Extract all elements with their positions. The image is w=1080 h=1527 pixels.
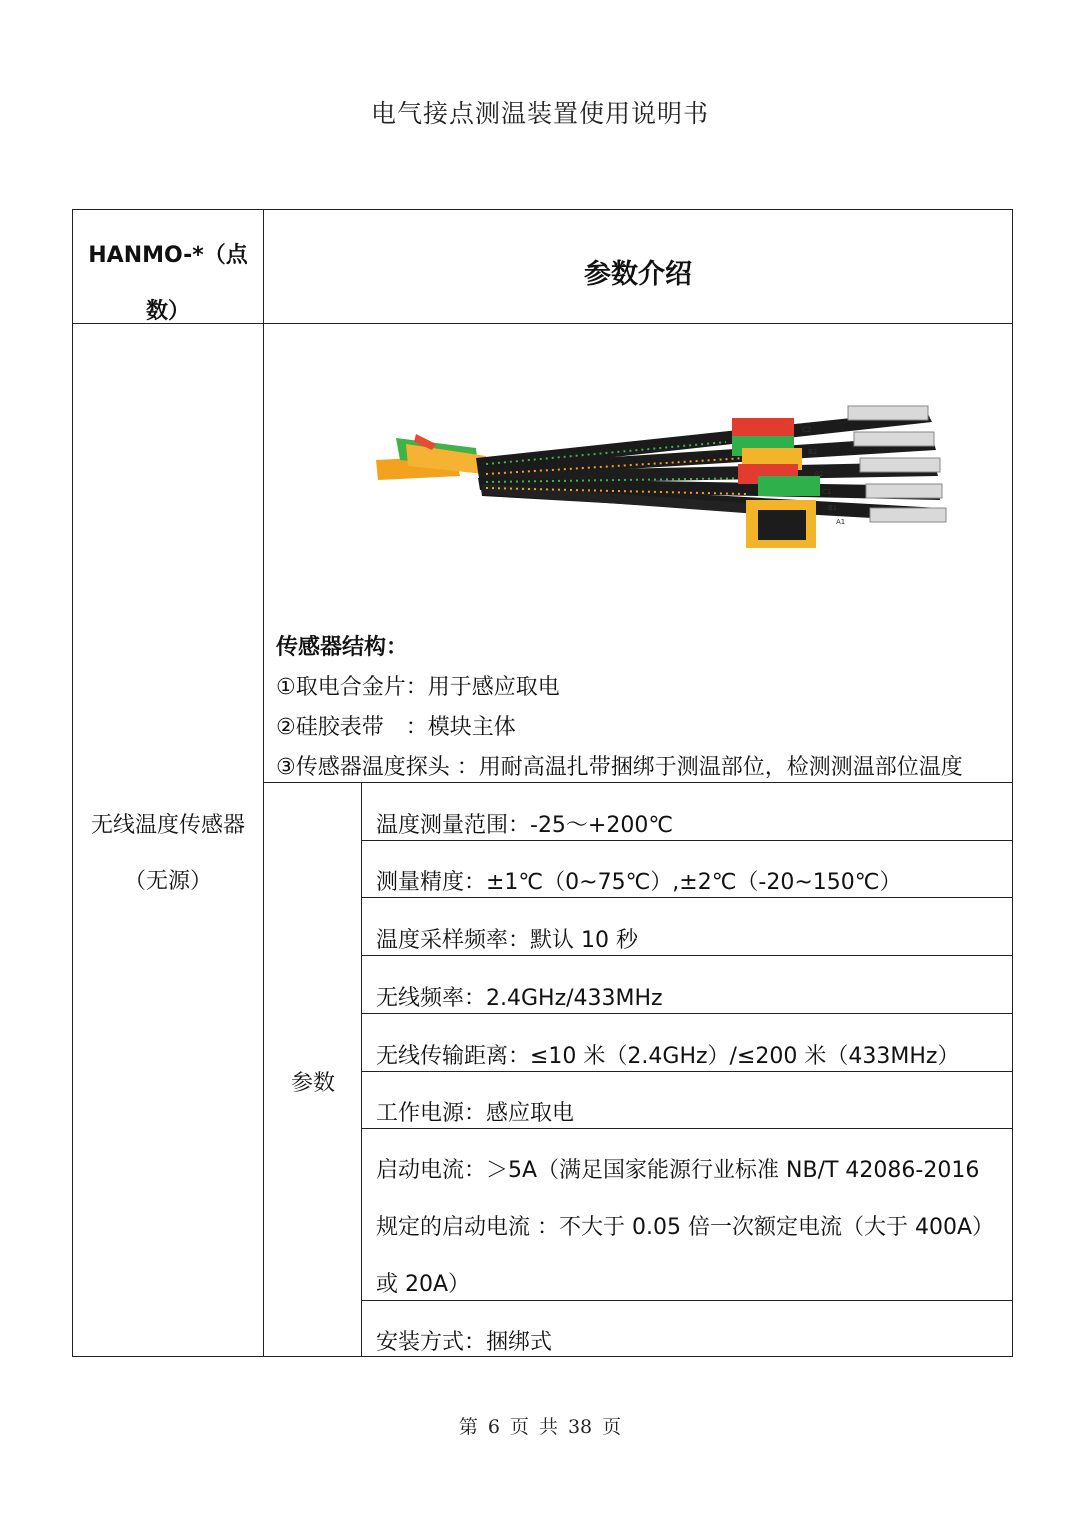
footer-text: 页	[509, 1416, 529, 1438]
footer-text: 第	[458, 1416, 478, 1438]
clip-label: A1	[836, 518, 846, 526]
table-border-top	[72, 209, 1013, 210]
param-row-divider	[361, 1013, 1013, 1014]
sensor-tails	[376, 434, 486, 480]
page-footer	[0, 1412, 1080, 1439]
param-row-divider	[361, 1300, 1013, 1301]
param-row-divider	[361, 1071, 1013, 1072]
param-wireless-distance: 无线传输距离：≤10 米（2.4GHz）/≤200 米（433MHz）	[376, 1044, 960, 1069]
param-sampling: 温度采样频率：默认 10 秒	[376, 928, 638, 953]
param-accuracy: 测量精度：±1℃（0~75℃）,±2℃（-20~150℃）	[376, 870, 902, 895]
structure-divider	[263, 782, 1013, 783]
clip-label: B1	[828, 504, 838, 512]
table-border-bottom	[72, 1356, 1013, 1357]
param-startup-current: 规定的启动电流 ：不大于 0.05 倍一次额定电流（大于 400A）	[376, 1215, 994, 1240]
param-install: 安装方式：捆绑式	[376, 1330, 553, 1355]
header-params-cell: 参数介绍	[584, 259, 692, 290]
param-row-divider	[361, 955, 1013, 956]
header-model-line2: 数）	[145, 299, 190, 324]
structure-title: 传感器结构：	[276, 635, 409, 660]
footer-text: 共	[538, 1416, 558, 1438]
table-column-divider	[263, 209, 264, 1357]
clip-label: C1	[822, 488, 832, 496]
param-power: 工作电源：感应取电	[376, 1101, 575, 1126]
clip-label: A2	[814, 470, 824, 478]
clip-label: B2	[808, 448, 818, 456]
page-number: 6	[487, 1416, 500, 1438]
document-title: 电气接点测温装置使用说明书	[370, 99, 709, 128]
param-label: 参数	[290, 1071, 335, 1096]
product-name: 无线温度传感器	[90, 813, 245, 838]
param-row-divider	[361, 1128, 1013, 1129]
table-border-left	[72, 209, 73, 1357]
structure-item: ③传感器温度探头 ：用耐高温扎带捆绑于测温部位，检测测温部位温度	[276, 755, 963, 780]
param-row-divider	[361, 840, 1013, 841]
structure-item: ②硅胶表带 ：模块主体	[276, 715, 516, 740]
param-wireless-freq: 无线频率：2.4GHz/433MHz	[376, 986, 663, 1011]
param-startup-current: 启动电流：＞5A（满足国家能源行业标准 NB/T 42086-2016	[376, 1158, 980, 1183]
header-model-line1: HANMO-*（点	[88, 243, 248, 268]
sensor-heads	[732, 418, 820, 548]
param-temp-range: 温度测量范围：-25～+200℃	[376, 813, 674, 838]
header-model-cell	[74, 228, 262, 340]
sensor-photo	[366, 398, 960, 558]
param-startup-current: 或 20A）	[376, 1272, 471, 1297]
footer-text: 页	[602, 1416, 622, 1438]
product-type: （无源）	[123, 869, 212, 894]
total-pages: 38	[567, 1416, 593, 1438]
table-border-right	[1012, 209, 1013, 1357]
structure-item: ①取电合金片：用于感应取电	[276, 675, 560, 700]
clip-label: C2	[802, 426, 812, 434]
param-row-divider	[361, 897, 1013, 898]
